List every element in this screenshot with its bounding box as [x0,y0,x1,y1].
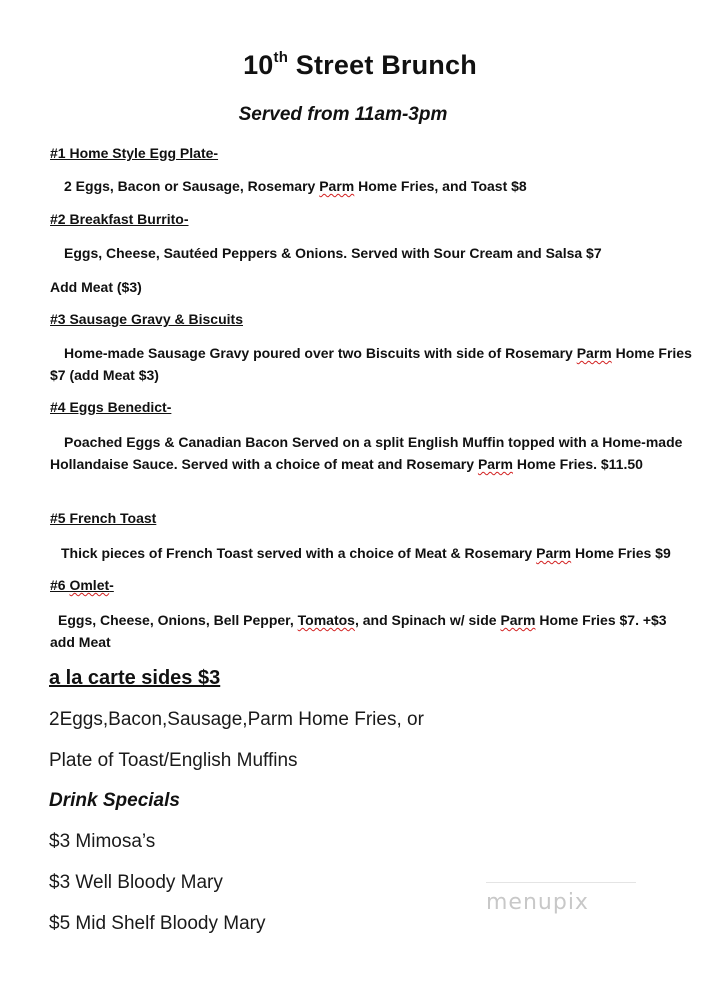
watermark-rule [486,882,636,883]
drink-item: $3 Well Bloody Mary [49,872,223,893]
drink-item: $5 Mid Shelf Bloody Mary [49,913,266,934]
sides-heading: a la carte sides $3 [49,667,221,689]
sides-line-1: 2Eggs,Bacon,Sausage,Parm Home Fries, or [49,709,424,730]
item-6-heading [50,577,114,593]
item-3-heading: #3 Sausage Gravy & Biscuits [50,311,243,327]
item-5-description [50,542,720,564]
item-1-desc-part-a: 2 Eggs, Bacon or Sausage, Rosemary [64,178,320,194]
item-2-add-meat: Add Meat ($3) [50,279,142,295]
sides-line-2: Plate of Toast/English Muffins [49,750,298,771]
item-5-desc-part-a: Thick pieces of French Toast served with a choice of Meat & Rosemary [61,545,537,561]
item-6-heading-part-b: - [109,577,114,593]
watermark-logo: menupix [486,890,589,915]
item-1-spellcheck-word: Parm [319,178,355,194]
drinks-heading: Drink Specials [49,790,180,811]
item-2-description: Eggs, Cheese, Sautéed Peppers & Onions. Served with Sour Cream and Salsa $7 [64,245,602,261]
item-2-heading: #2 Breakfast Burrito- [50,211,189,227]
item-4-heading: #4 Eggs Benedict- [50,399,172,415]
item-5-spellcheck-word: Parm [536,545,572,561]
page-title [0,50,720,81]
item-4-description [50,431,690,475]
serving-hours: Served from 11am-3pm [238,104,448,125]
title-text: Street Brunch [288,50,477,80]
item-6-desc-part-a: Eggs, Cheese, Onions, Bell Pepper, [58,612,298,628]
item-6-heading-part-a: #6 [50,577,70,593]
item-6-desc-part-c: Home Fries $7. +$3 add Meat [50,612,667,650]
item-4-spellcheck-word: Parm [477,456,513,472]
item-3-desc-part-b: Home Fries $7 (add Meat $3) [50,345,692,383]
item-1-heading: #1 Home Style Egg Plate- [50,145,219,161]
item-6-desc-part-b: , and Spinach w/ side [354,612,501,628]
item-3-description [50,342,710,386]
item-3-spellcheck-word: Parm [576,345,612,361]
item-4-desc-part-b: Home Fries. $11.50 [512,456,643,472]
item-4-desc-part-a: Poached Eggs & Canadian Bacon Served on a split English Muffin topped with a Home-made Hollandaise Sauce. Served with a choice of meat and Rosemary [50,434,683,472]
item-5-desc-part-b: Home Fries $9 [571,545,671,561]
item-6-spellcheck-word-1: Tomatos [297,612,355,628]
item-3-desc-part-a: Home-made Sausage Gravy poured over two Biscuits with side of Rosemary [64,345,577,361]
item-1-description [50,175,710,197]
item-1-desc-part-b: Home Fries, and Toast $8 [354,178,527,194]
item-6-description [50,609,670,653]
item-5-heading: #5 French Toast [50,510,157,526]
drink-item: $3 Mimosa’s [49,831,156,852]
title-ordinal: th [273,49,289,66]
item-6-heading-spellcheck-word: Omlet [69,577,110,593]
item-6-spellcheck-word-2: Parm [500,612,536,628]
title-number: 10 [243,50,274,80]
